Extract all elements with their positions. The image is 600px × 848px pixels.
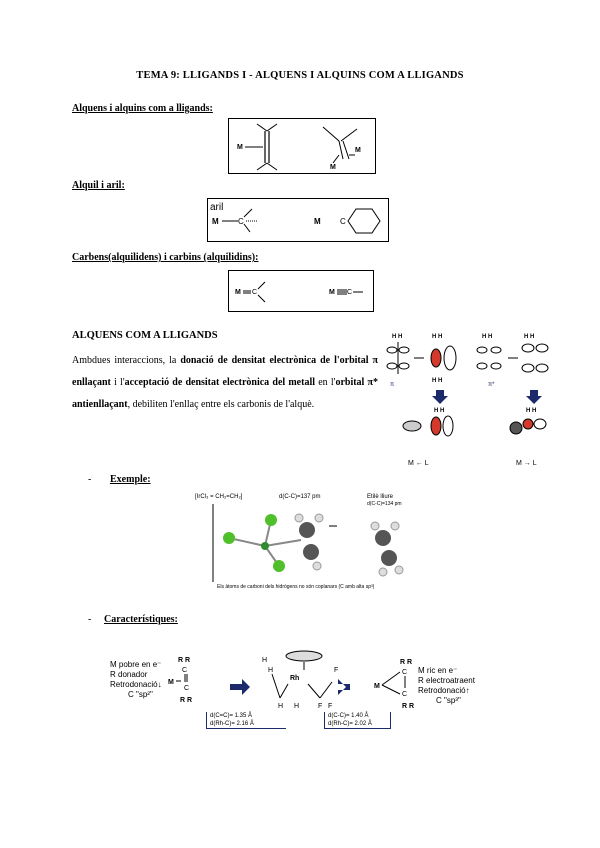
paragraph-bold-2: acceptació de densitat electrònica del metall <box>124 377 316 388</box>
rr-label-2: R R <box>180 697 193 704</box>
page-title: TEMA 9: LLIGANDS I - ALQUENS I ALQUINS COM A LLIGANDS <box>136 70 464 81</box>
alkene-alkyne-diagram <box>229 119 375 173</box>
molecule-model <box>195 504 407 582</box>
figure-alkyl-aryl <box>207 198 389 242</box>
rr-label-3: R R <box>400 659 413 666</box>
m-label-right: M <box>374 683 380 690</box>
left-distance-1: d(C=C)= 1.35 Å <box>210 713 253 719</box>
example-bullet: - <box>88 474 92 485</box>
ethylene-distance: d(C-C)=134 pm <box>367 501 402 507</box>
paragraph-text-2: i l' <box>110 377 125 388</box>
characteristics-right-list <box>418 666 475 706</box>
example-formula: [IrCl₃ = CH₂=CH₂] <box>195 494 243 500</box>
hh-label-3: H H <box>432 378 443 384</box>
right-distance-2: d(Rh-C)= 2.02 Å <box>328 721 372 727</box>
c-label-3: C <box>402 669 408 676</box>
example-figure <box>195 494 407 592</box>
rr-label-1: R R <box>178 657 191 664</box>
pi-label: π <box>390 382 395 388</box>
example-heading: Exemple: <box>110 474 151 485</box>
c-label-1: C <box>182 667 188 674</box>
m-l-label-left: M ← L <box>408 460 429 467</box>
characteristics-bullet: - <box>88 614 92 625</box>
paragraph-bold-1: donació de densitat electrònica de l'orbital π enllaçant <box>72 355 379 388</box>
alkyl-aryl-diagram <box>208 199 388 241</box>
f-label-3: F <box>334 667 339 674</box>
right-line-4: C "sp³" <box>436 696 461 705</box>
figure-alkene-alkyne-ligands <box>228 118 376 174</box>
carbon-label-carbene: C <box>252 289 258 296</box>
example-distance: d(C-C)=137 pm <box>279 494 321 500</box>
characteristics-scheme <box>168 648 458 738</box>
pi-star-label: π* <box>488 382 495 388</box>
characteristics-heading: Característiques: <box>104 614 178 625</box>
carbon-label-alkyl: C <box>238 217 244 226</box>
right-line-1: M ric en e⁻ <box>418 666 458 675</box>
m-label-left: M <box>168 679 174 686</box>
figure-carbenes-carbynes <box>228 270 374 312</box>
h-label-3: H <box>278 703 284 710</box>
paragraph-text-1: Ambdues interaccions, la <box>72 355 181 366</box>
right-line-2: R electroatraent <box>418 676 475 685</box>
h-label-2: H <box>268 667 274 674</box>
orbital-diagram <box>384 326 560 448</box>
metal-label-bottom: M <box>330 164 336 171</box>
rh-label: Rh <box>290 675 300 682</box>
left-distance-2: d(Rh-C)= 2.16 Å <box>210 721 254 727</box>
hh-label-7: H H <box>526 408 537 414</box>
f-label-1: F <box>318 703 323 710</box>
right-distance-1: d(C-C)= 1.40 Å <box>328 713 369 719</box>
example-caption: Els àtoms de carboni dels hidrògens no són coplanars (C amb alta sp³) <box>217 584 375 590</box>
h-label-4: H <box>294 703 300 710</box>
metal-label-carbene: M <box>235 289 241 296</box>
characteristics-left-list <box>110 660 162 700</box>
paragraph-text-3: en l' <box>315 377 336 388</box>
section-heading-alquens-lligands: ALQUENS COM A LLIGANDS <box>72 330 218 341</box>
left-distance-box <box>206 712 286 729</box>
right-line-3: Retrodonació↑ <box>418 686 470 695</box>
paragraph-text-4: , debiliten l'enllaç entre els carbonis de l'alquè. <box>127 399 315 410</box>
hh-label-2: H H <box>432 334 443 340</box>
hh-label-6: H H <box>434 408 445 414</box>
h-label-1: H <box>262 657 268 664</box>
carbon-label-carbyne: C <box>347 289 353 296</box>
bonding-paragraph <box>72 350 378 416</box>
carbene-carbyne-diagram <box>229 271 373 311</box>
aril-label: aril <box>210 202 224 213</box>
m-l-label-right: M → L <box>516 460 537 467</box>
section-heading-carbens: Carbens(alquilidens) i carbins (alquilidins): <box>72 252 259 263</box>
metal-label-aryl: M <box>314 217 321 226</box>
right-distance-box <box>324 712 391 729</box>
f-label-2: F <box>328 703 333 710</box>
c-label-2: C <box>184 685 190 692</box>
metal-label-right: M <box>355 147 361 154</box>
hh-label-5: H H <box>524 334 535 340</box>
orbital-diagram-svg <box>384 326 560 448</box>
carbon-label-aryl: C <box>340 217 346 226</box>
hh-label-1: H H <box>392 334 403 340</box>
metal-label: M <box>237 144 243 151</box>
left-line-4: C "sp²" <box>128 690 153 699</box>
metal-label-carbyne: M <box>329 289 335 296</box>
left-line-1: M pobre en e⁻ <box>110 660 162 669</box>
paragraph-bold-3: orbital π* antienllaçant <box>72 377 378 410</box>
left-line-3: Retrodonació↓ <box>110 680 162 689</box>
metal-label-alkyl: M <box>212 217 219 226</box>
c-label-4: C <box>402 691 408 698</box>
rr-label-4: R R <box>402 703 415 710</box>
hh-label-4: H H <box>482 334 493 340</box>
section-heading-alquens-alquins: Alquens i alquins com a lligands: <box>72 103 213 114</box>
left-line-2: R donador <box>110 670 148 679</box>
section-heading-alquil-aril: Alquil i aril: <box>72 180 125 191</box>
ethylene-name: Etilè lliure <box>367 494 394 500</box>
